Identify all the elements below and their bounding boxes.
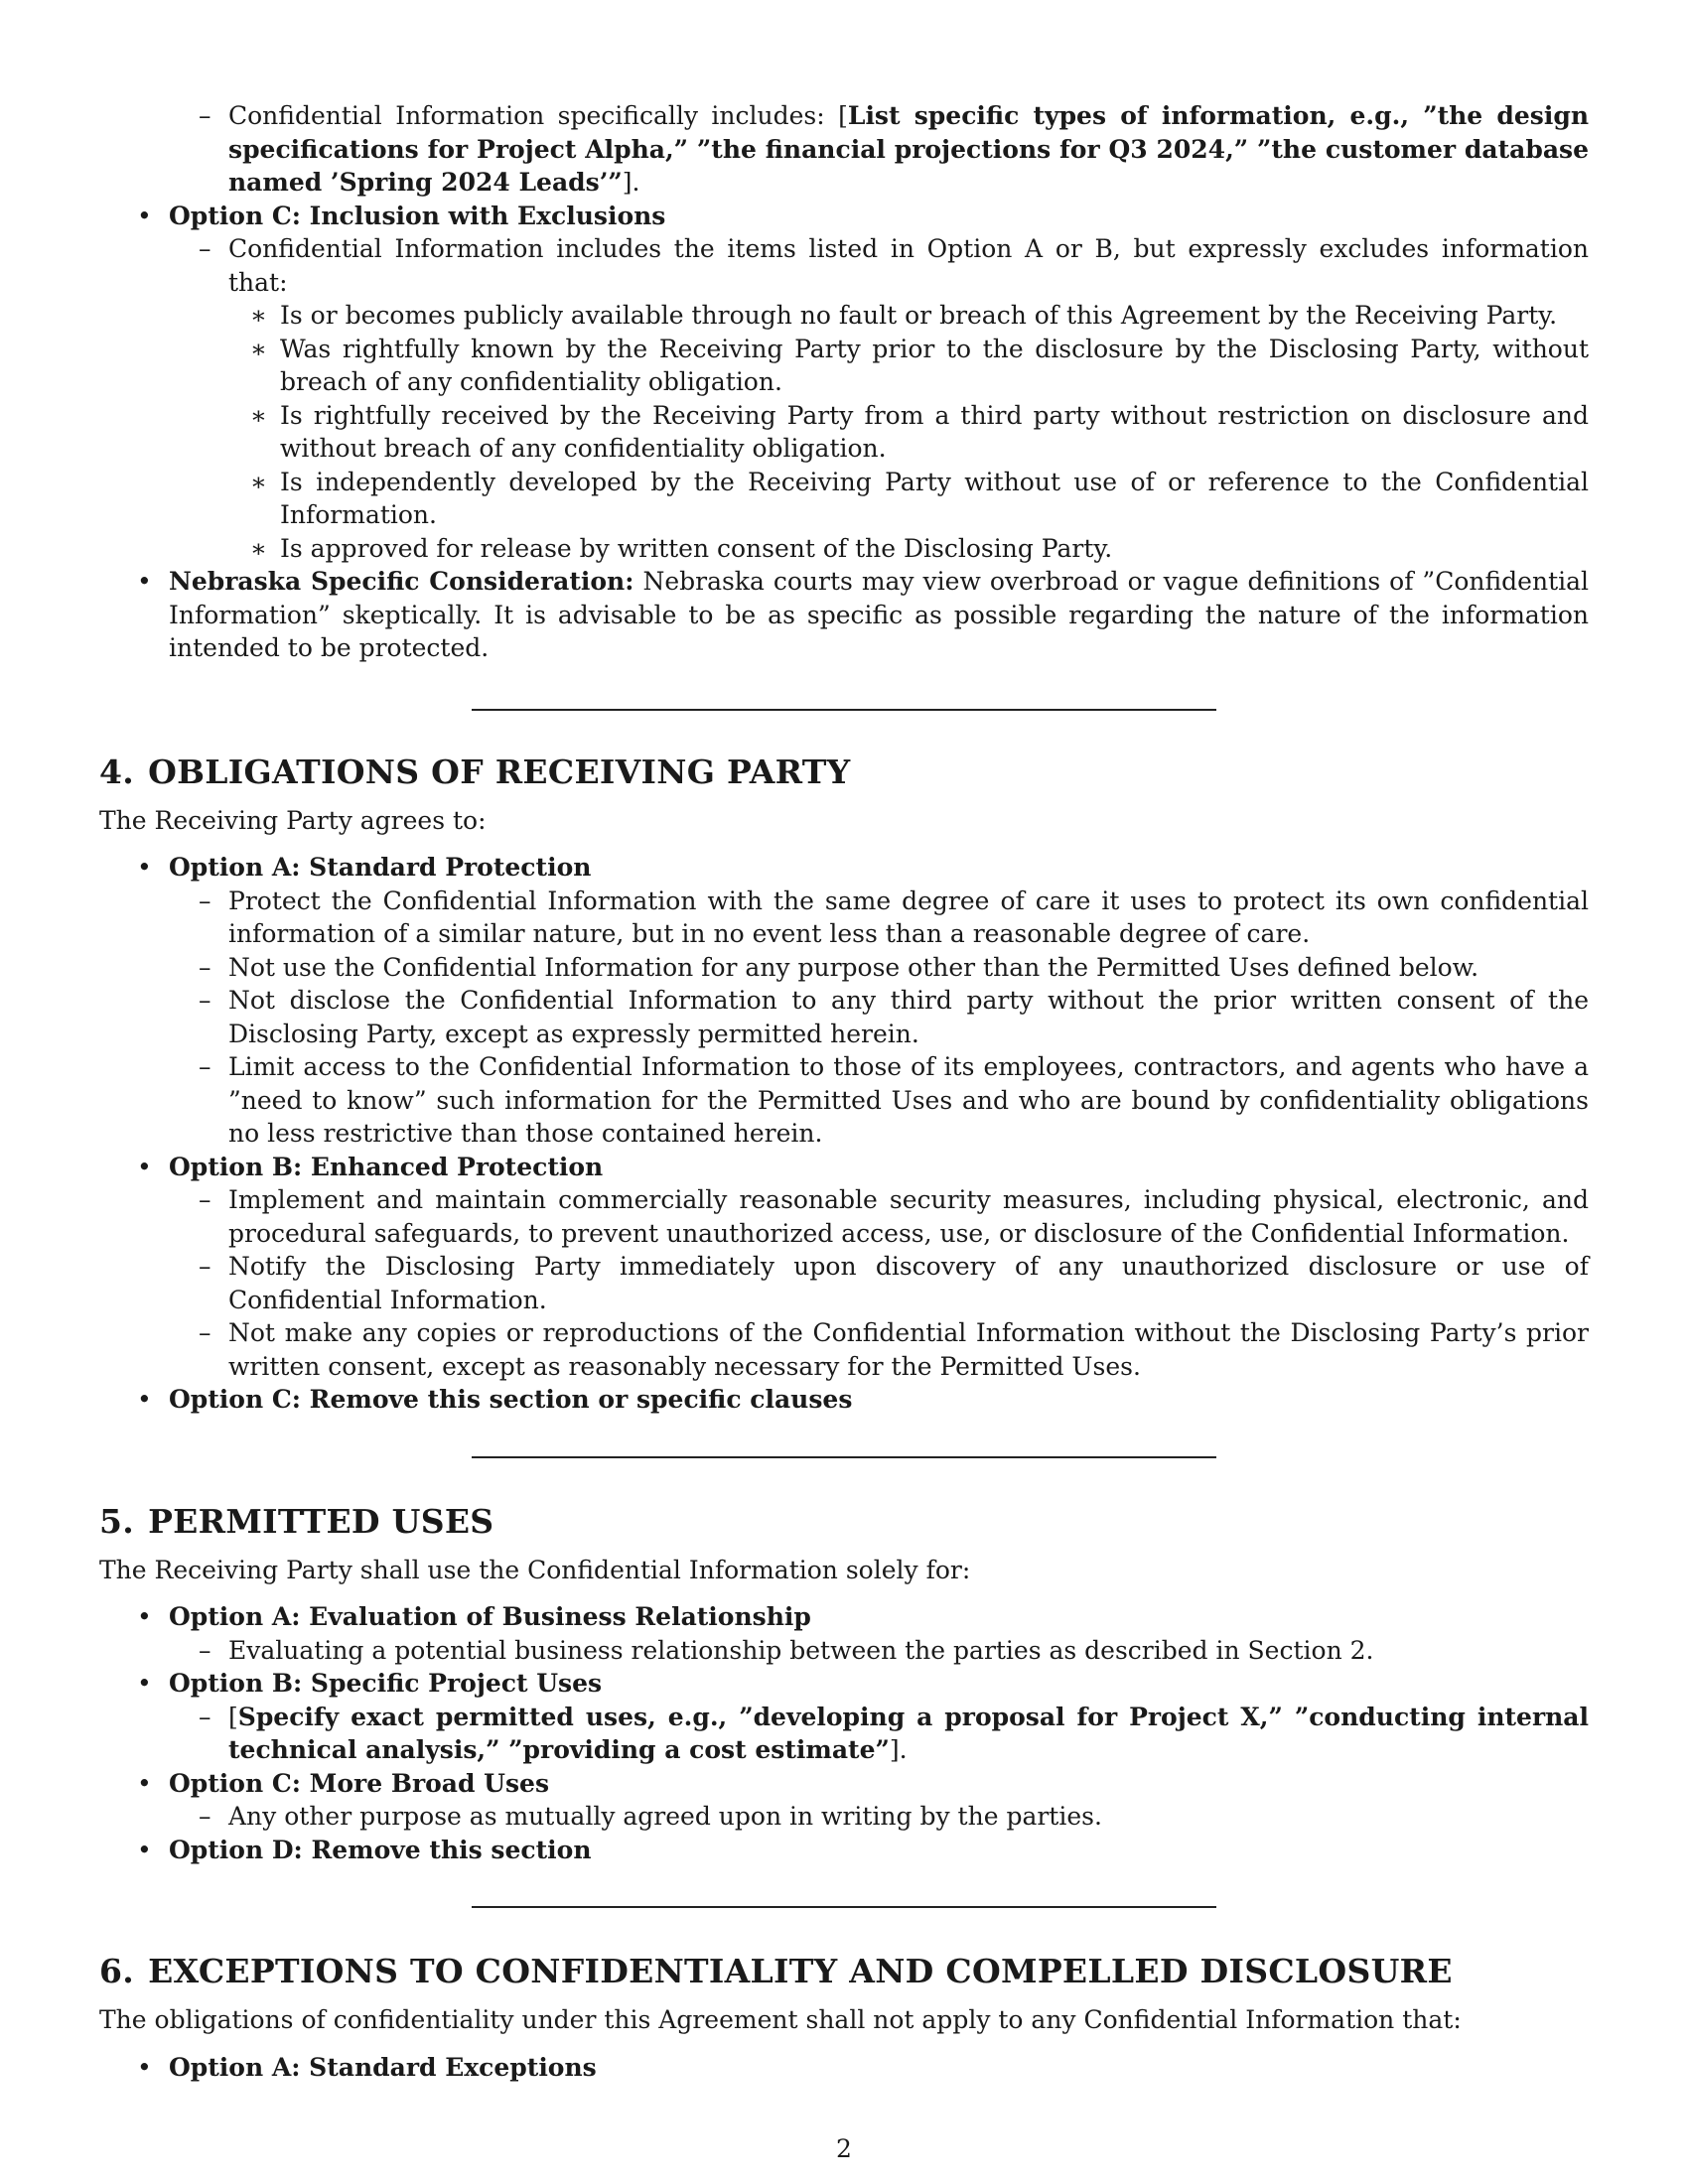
- list-item: [99, 1667, 1589, 1701]
- bullet: •: [137, 1669, 152, 1698]
- option-title: Option D: Remove this section: [169, 1835, 592, 1864]
- dash-bullet: –: [199, 986, 211, 1015]
- document-content: [99, 99, 1589, 2084]
- star-bullet: ∗: [250, 301, 267, 330]
- exclusion-item: ∗ Was rightfully known by the Receiving Party prior to the disclosure by the Disclosing Party, without breach of any confidentiality obligation.: [250, 334, 1589, 396]
- section-heading: 6. EXCEPTIONS TO CONFIDENTIALITY AND COMPELLED DISCLOSURE: [99, 1952, 1453, 1990]
- star-bullet: ∗: [250, 533, 267, 563]
- exclusion-item: ∗ Is or becomes publicly available through no fault or breach of this Agreement by the Receiving Party.: [99, 299, 1589, 333]
- bullet: •: [137, 1602, 152, 1631]
- list-item: – Not use the Confidential Information for any purpose other than the Permitted Uses defined below.: [99, 951, 1589, 985]
- option-title: Option B: Enhanced Protection: [169, 1152, 604, 1181]
- bullet: •: [137, 2052, 152, 2082]
- option-title: Option C: Inclusion with Exclusions: [169, 201, 666, 230]
- option-title: Option B: Specific Project Uses: [169, 1669, 603, 1698]
- list-item: [99, 2051, 1589, 2085]
- dash-bullet: –: [199, 952, 211, 982]
- list-item: [99, 851, 1589, 885]
- dash-bullet: –: [199, 1702, 211, 1731]
- bullet: •: [137, 1152, 152, 1181]
- star-bullet: ∗: [250, 467, 267, 496]
- exclusion-item: ∗ Is approved for release by written consent of the Disclosing Party.: [99, 532, 1589, 566]
- option-title: Option C: Remove this section or specific clauses: [169, 1385, 853, 1414]
- page-number: 2: [836, 2134, 852, 2163]
- star-bullet: ∗: [250, 334, 267, 363]
- placeholder-text: List specific types of information, e.g., ”the design specifications for Project Alpha,” ”the financial projections for Q3 2024,” ”the customer database named ’Spring 2024 Leads’”: [228, 101, 1590, 197]
- list-item: • Nebraska Specific Consideration: Nebraska courts may view overbroad or vague definitions of ”Confidential Information” skeptically. It is advisable to be as specific as possible regarding the nature of the information intended to be protected.: [137, 567, 1590, 662]
- list-item: [99, 1383, 1589, 1417]
- section-intro: The obligations of confidentiality under this Agreement shall not apply to any Confidential Information that:: [99, 2005, 1462, 2034]
- list-item: – Not disclose the Confidential Information to any third party without the prior written consent of the Disclosing Party, except as expressly permitted herein.: [199, 986, 1589, 1048]
- list-item: [99, 200, 1589, 233]
- option-title: Option A: Evaluation of Business Relationship: [169, 1602, 811, 1631]
- placeholder-text: Specify exact permitted uses, e.g., ”developing a proposal for Project X,” ”conducting internal technical analysis,” ”providing a cost estimate”: [228, 1702, 1589, 1764]
- list-item: [99, 1834, 1589, 1867]
- bullet: •: [137, 201, 152, 230]
- dash-bullet: –: [199, 1252, 211, 1281]
- dash-bullet: –: [199, 886, 211, 915]
- option-title: Option A: Standard Exceptions: [169, 2052, 597, 2082]
- exclusion-item: ∗ Is independently developed by the Receiving Party without use of or reference to the Confidential Information.: [250, 467, 1589, 529]
- dash-bullet: –: [199, 1052, 211, 1081]
- bullet: •: [137, 1385, 152, 1414]
- option-title: Option C: More Broad Uses: [169, 1768, 550, 1798]
- dash-bullet: –: [199, 1635, 211, 1665]
- dash-bullet: –: [199, 234, 211, 263]
- list-item: – Implement and maintain commercially reasonable security measures, including physical, electronic, and procedural safeguards, to prevent unauthorized access, use, or disclosure of the Confidential Information.: [199, 1185, 1589, 1248]
- list-item: [99, 1767, 1589, 1801]
- list-item: – [Specify exact permitted uses, e.g., ”developing a proposal for Project X,” ”conducting internal technical analysis,” ”providing a cost estimate”].: [199, 1702, 1589, 1764]
- section-intro: The Receiving Party shall use the Confidential Information solely for:: [99, 1555, 971, 1584]
- dash-bullet: –: [199, 1318, 211, 1347]
- list-item: – Confidential Information includes the items listed in Option A or B, but expressly excludes information that:: [199, 234, 1589, 297]
- list-item: – Limit access to the Confidential Information to those of its employees, contractors, and agents who have a ”need to know” such information for the Permitted Uses and who are bound by confidentiality obligations no less restrictive than those contained herein.: [199, 1052, 1589, 1148]
- section-heading: 5. PERMITTED USES: [99, 1501, 494, 1541]
- list-item: – Any other purpose as mutually agreed upon in writing by the parties.: [99, 1800, 1589, 1834]
- list-item: – Not make any copies or reproductions of the Confidential Information without the Disclosing Party’s prior written consent, except as reasonably necessary for the Permitted Uses.: [199, 1318, 1589, 1381]
- bullet: •: [137, 1768, 152, 1798]
- list-item: – Confidential Information specifically includes: [List specific types of information, e.g., ”the design specifications for Project Alpha,” ”the financial projections for Q3 2024,” ”the customer database named ’Spring 2024 Leads’”].: [199, 101, 1590, 197]
- nebraska-label: Nebraska Specific Consideration:: [169, 567, 634, 596]
- bullet: •: [137, 853, 152, 882]
- option-title: Option A: Standard Protection: [169, 853, 592, 882]
- list-item: [99, 1151, 1589, 1184]
- list-item: – Notify the Disclosing Party immediately upon discovery of any unauthorized disclosure or use of Confidential Information.: [199, 1252, 1589, 1314]
- dash-bullet: –: [199, 1185, 211, 1214]
- dash-bullet: –: [199, 101, 211, 130]
- bullet: •: [137, 567, 152, 596]
- exclusion-item: ∗ Is rightfully received by the Receiving Party from a third party without restriction on disclosure and without breach of any confidentiality obligation.: [250, 400, 1589, 463]
- section-intro: The Receiving Party agrees to:: [99, 805, 487, 835]
- list-item: [99, 1600, 1589, 1634]
- dash-bullet: –: [199, 1802, 211, 1831]
- list-item: – Evaluating a potential business relationship between the parties as described in Section 2.: [99, 1634, 1589, 1668]
- star-bullet: ∗: [250, 400, 267, 430]
- list-item: – Protect the Confidential Information with the same degree of care it uses to protect its own confidential information of a similar nature, but in no event less than a reasonable degree of care.: [199, 886, 1589, 948]
- bullet: •: [137, 1835, 152, 1864]
- section-heading: 4. OBLIGATIONS OF RECEIVING PARTY: [99, 751, 851, 791]
